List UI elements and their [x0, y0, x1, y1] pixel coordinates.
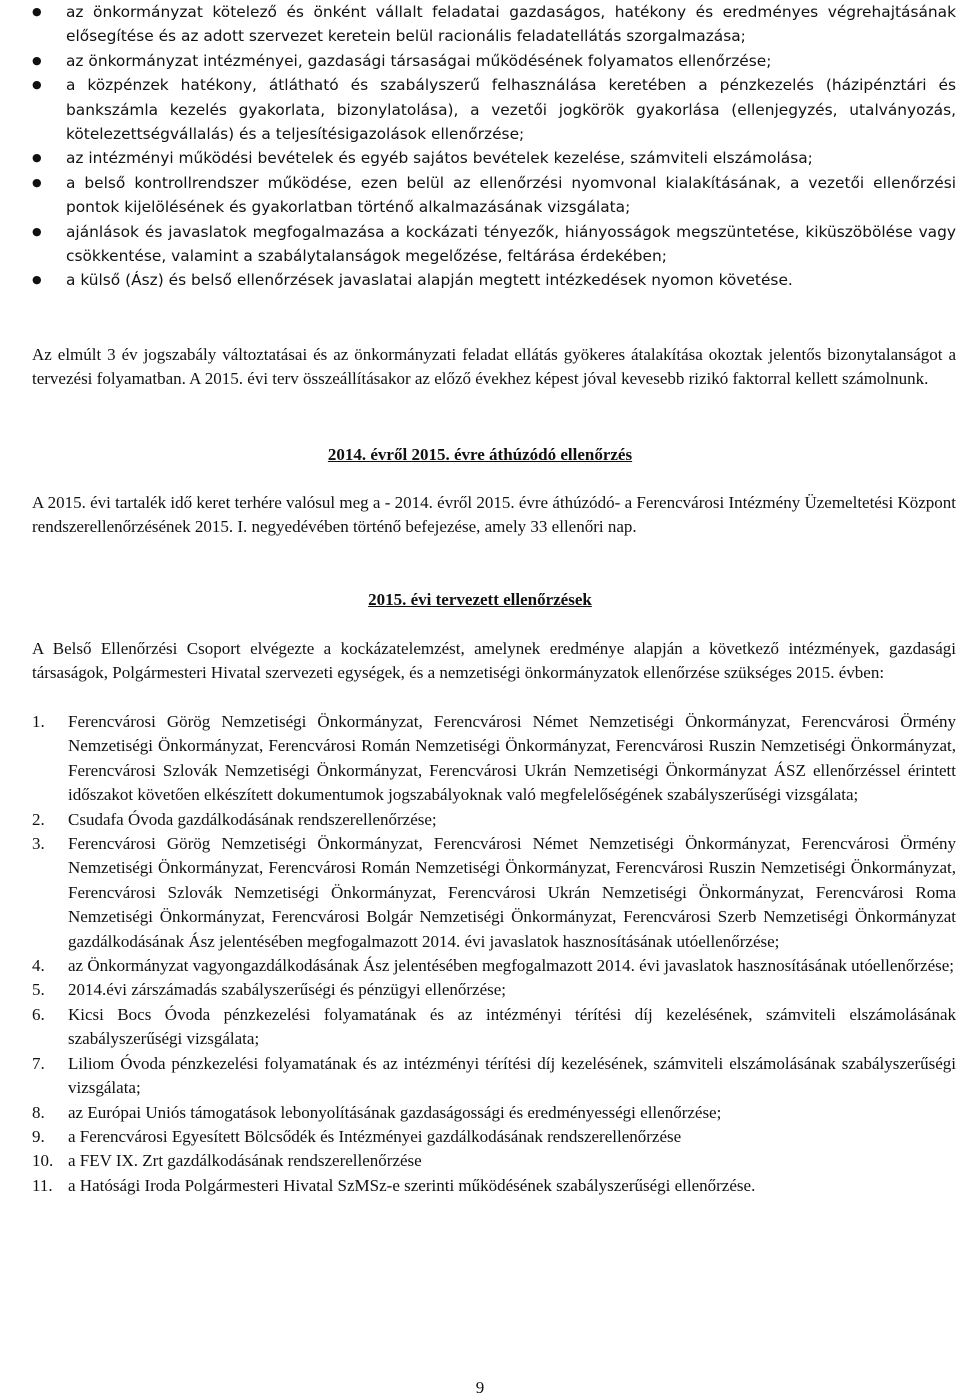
list-item: 5. 2014.évi zárszámadás szabályszerűségi és pénzügyi ellenőrzése;: [32, 980, 507, 1000]
list-item: 1. Ferencvárosi Görög Nemzetiségi Önkormányzat, Ferencvárosi Német Nemzetiségi Önkormányzat, Ferencvárosi Örmény Nemzetiségi Önkormányzat, Ferencvárosi Román Nemzetiségi Önkormányzat, Ferencvárosi Ruszin Nemzetiségi Önkormányzat, Ferencvárosi Szlovák Nemzetiségi Önkormányzat, Ferencvárosi Ukrán Nemzetiségi Önkormányzat ÁSZ ellenőrzéssel érintett időszakot követően elkészített dokumentumok jogszabályoknak való megfelelőségének szabályszerűségi vizsgálata;: [32, 712, 956, 805]
list-item: 10. a FEV IX. Zrt gazdálkodásának rendszerellenőrzése: [32, 1151, 422, 1171]
section-heading-carryover: 2014. évről 2015. évre áthúzódó ellenőrzés: [327, 445, 633, 464]
list-item: 3. Ferencvárosi Görög Nemzetiségi Önkormányzat, Ferencvárosi Német Nemzetiségi Önkormányzat, Ferencvárosi Örmény Nemzetiségi Önkormányzat, Ferencvárosi Román Nemzetiségi Önkormányzat, Ferencvárosi Ruszin Nemzetiségi Önkormányzat, Ferencvárosi Szlovák Nemzetiségi Önkormányzat, Ferencvárosi Ukrán Nemzetiségi Önkormányzat, Ferencvárosi Roma Nemzetiségi Önkormányzat, Ferencvárosi Bolgár Nemzetiségi Önkormányzat, Ferencvárosi Szerb Nemzetiségi Önkormányzat gazdálkodásának Ász jelentésében megfogalmazott 2014. évi javaslatok hasznosításának utóellenőrzése;: [32, 834, 956, 951]
bullet-item: ● az önkormányzat kötelező és önként vállalt feladatai gazdaságos, hatékony és eredményes végrehajtásának elősegítése és az adott szervezet keretein belül racionális feladatellátás szorgalmazása;: [32, 0, 956, 49]
planned-audits-list: [32, 710, 956, 1198]
list-item: 6. Kicsi Bocs Óvoda pénzkezelési folyamatának és az intézményi térítési díj kezelésének, számviteli elszámolásának szabályszerűségi vizsgálata;: [32, 1004, 956, 1049]
list-item: 4. az Önkormányzat vagyongazdálkodásának Ász jelentésében megfogalmazott 2014. évi javaslatok hasznosításának utóellenőrzése;: [32, 956, 955, 976]
bullet-item: ● ajánlások és javaslatok megfogalmazása a kockázati tényezők, hiányosságok megszüntetése, kiküszöbölése vagy csökkentése, valamint a szabálytalanságok megelőzése, feltárása érdekében;: [32, 220, 956, 269]
list-item: 7. Liliom Óvoda pénzkezelési folyamatának és az intézményi térítési díj kezelésének, számviteli elszámolásának szabályszerűségi vizsgálata;: [32, 1053, 956, 1098]
bullet-item: ● a külső (Ász) és belső ellenőrzések javaslatai alapján megtett intézkedések nyomon követése.: [32, 268, 956, 292]
list-item: 8. az Európai Uniós támogatások lebonyolításának gazdaságossági és eredményességi ellenőrzése;: [32, 1102, 722, 1122]
list-item: 2. Csudafa Óvoda gazdálkodásának rendszerellenőrzése;: [32, 809, 437, 829]
planned-intro-paragraph: A Belső Ellenőrzési Csoport elvégezte a kockázatelemzést, amelynek eredménye alapján a következő intézmények, gazdasági társaságok, Polgármesteri Hivatal szervezeti egységek, és a nemzetiségi önkormányzatok ellenőrzése szükséges 2015. évben:: [32, 639, 956, 683]
bullet-item: ● a belső kontrollrendszer működése, ezen belül az ellenőrzési nyomvonal kialakításának, a vezetői ellenőrzési pontok kijelölésének és gyakorlatban történő alkalmazásának vizsgálata;: [32, 171, 956, 220]
list-item: 11. a Hatósági Iroda Polgármesteri Hivatal SzMSz-e szerinti működésének szabályszerűségi ellenőrzése.: [32, 1175, 756, 1195]
page-number: 9: [475, 1378, 485, 1397]
intro-paragraph: Az elmúlt 3 év jogszabály változtatásai és az önkormányzati feladat ellátás gyökeres átalakítása okoztak jelentős bizonytalanságot a tervezési folyamatban. A 2015. évi terv összeállításakor az előző évekhez képest jóval kevesebb rizikó faktorral kellett számolnunk.: [32, 345, 956, 389]
audit-goals-list: [32, 0, 956, 293]
bullet-item: ● az intézményi működési bevételek és egyéb sajátos bevételek kezelése, számviteli elszámolása;: [32, 146, 956, 170]
bullet-item: ● az önkormányzat intézményei, gazdasági társaságai működésének folyamatos ellenőrzése;: [32, 49, 956, 73]
bullet-item: ● a közpénzek hatékony, átlátható és szabályszerű felhasználása keretében a pénzkezelés (házipénztári és bankszámla kezelés gyakorlata, bizonylatolása), a vezetői jogkörök gyakorlása (ellenjegyzés, utalványozás, kötelezettségvállalás) és a teljesítésigazolások ellenőrzése;: [32, 73, 956, 146]
section-heading-planned: 2015. évi tervezett ellenőrzések: [368, 590, 592, 609]
list-item: 9. a Ferencvárosi Egyesített Bölcsődék és Intézményei gazdálkodásának rendszerellenőrzése: [32, 1126, 682, 1146]
carryover-paragraph: A 2015. évi tartalék idő keret terhére valósul meg a - 2014. évről 2015. évre áthúzódó- a Ferencvárosi Intézmény Üzemeltetési Központ rendszerellenőrzésének 2015. I. negyedévében történő befejezése, amely 33 ellenőri nap.: [32, 493, 956, 537]
